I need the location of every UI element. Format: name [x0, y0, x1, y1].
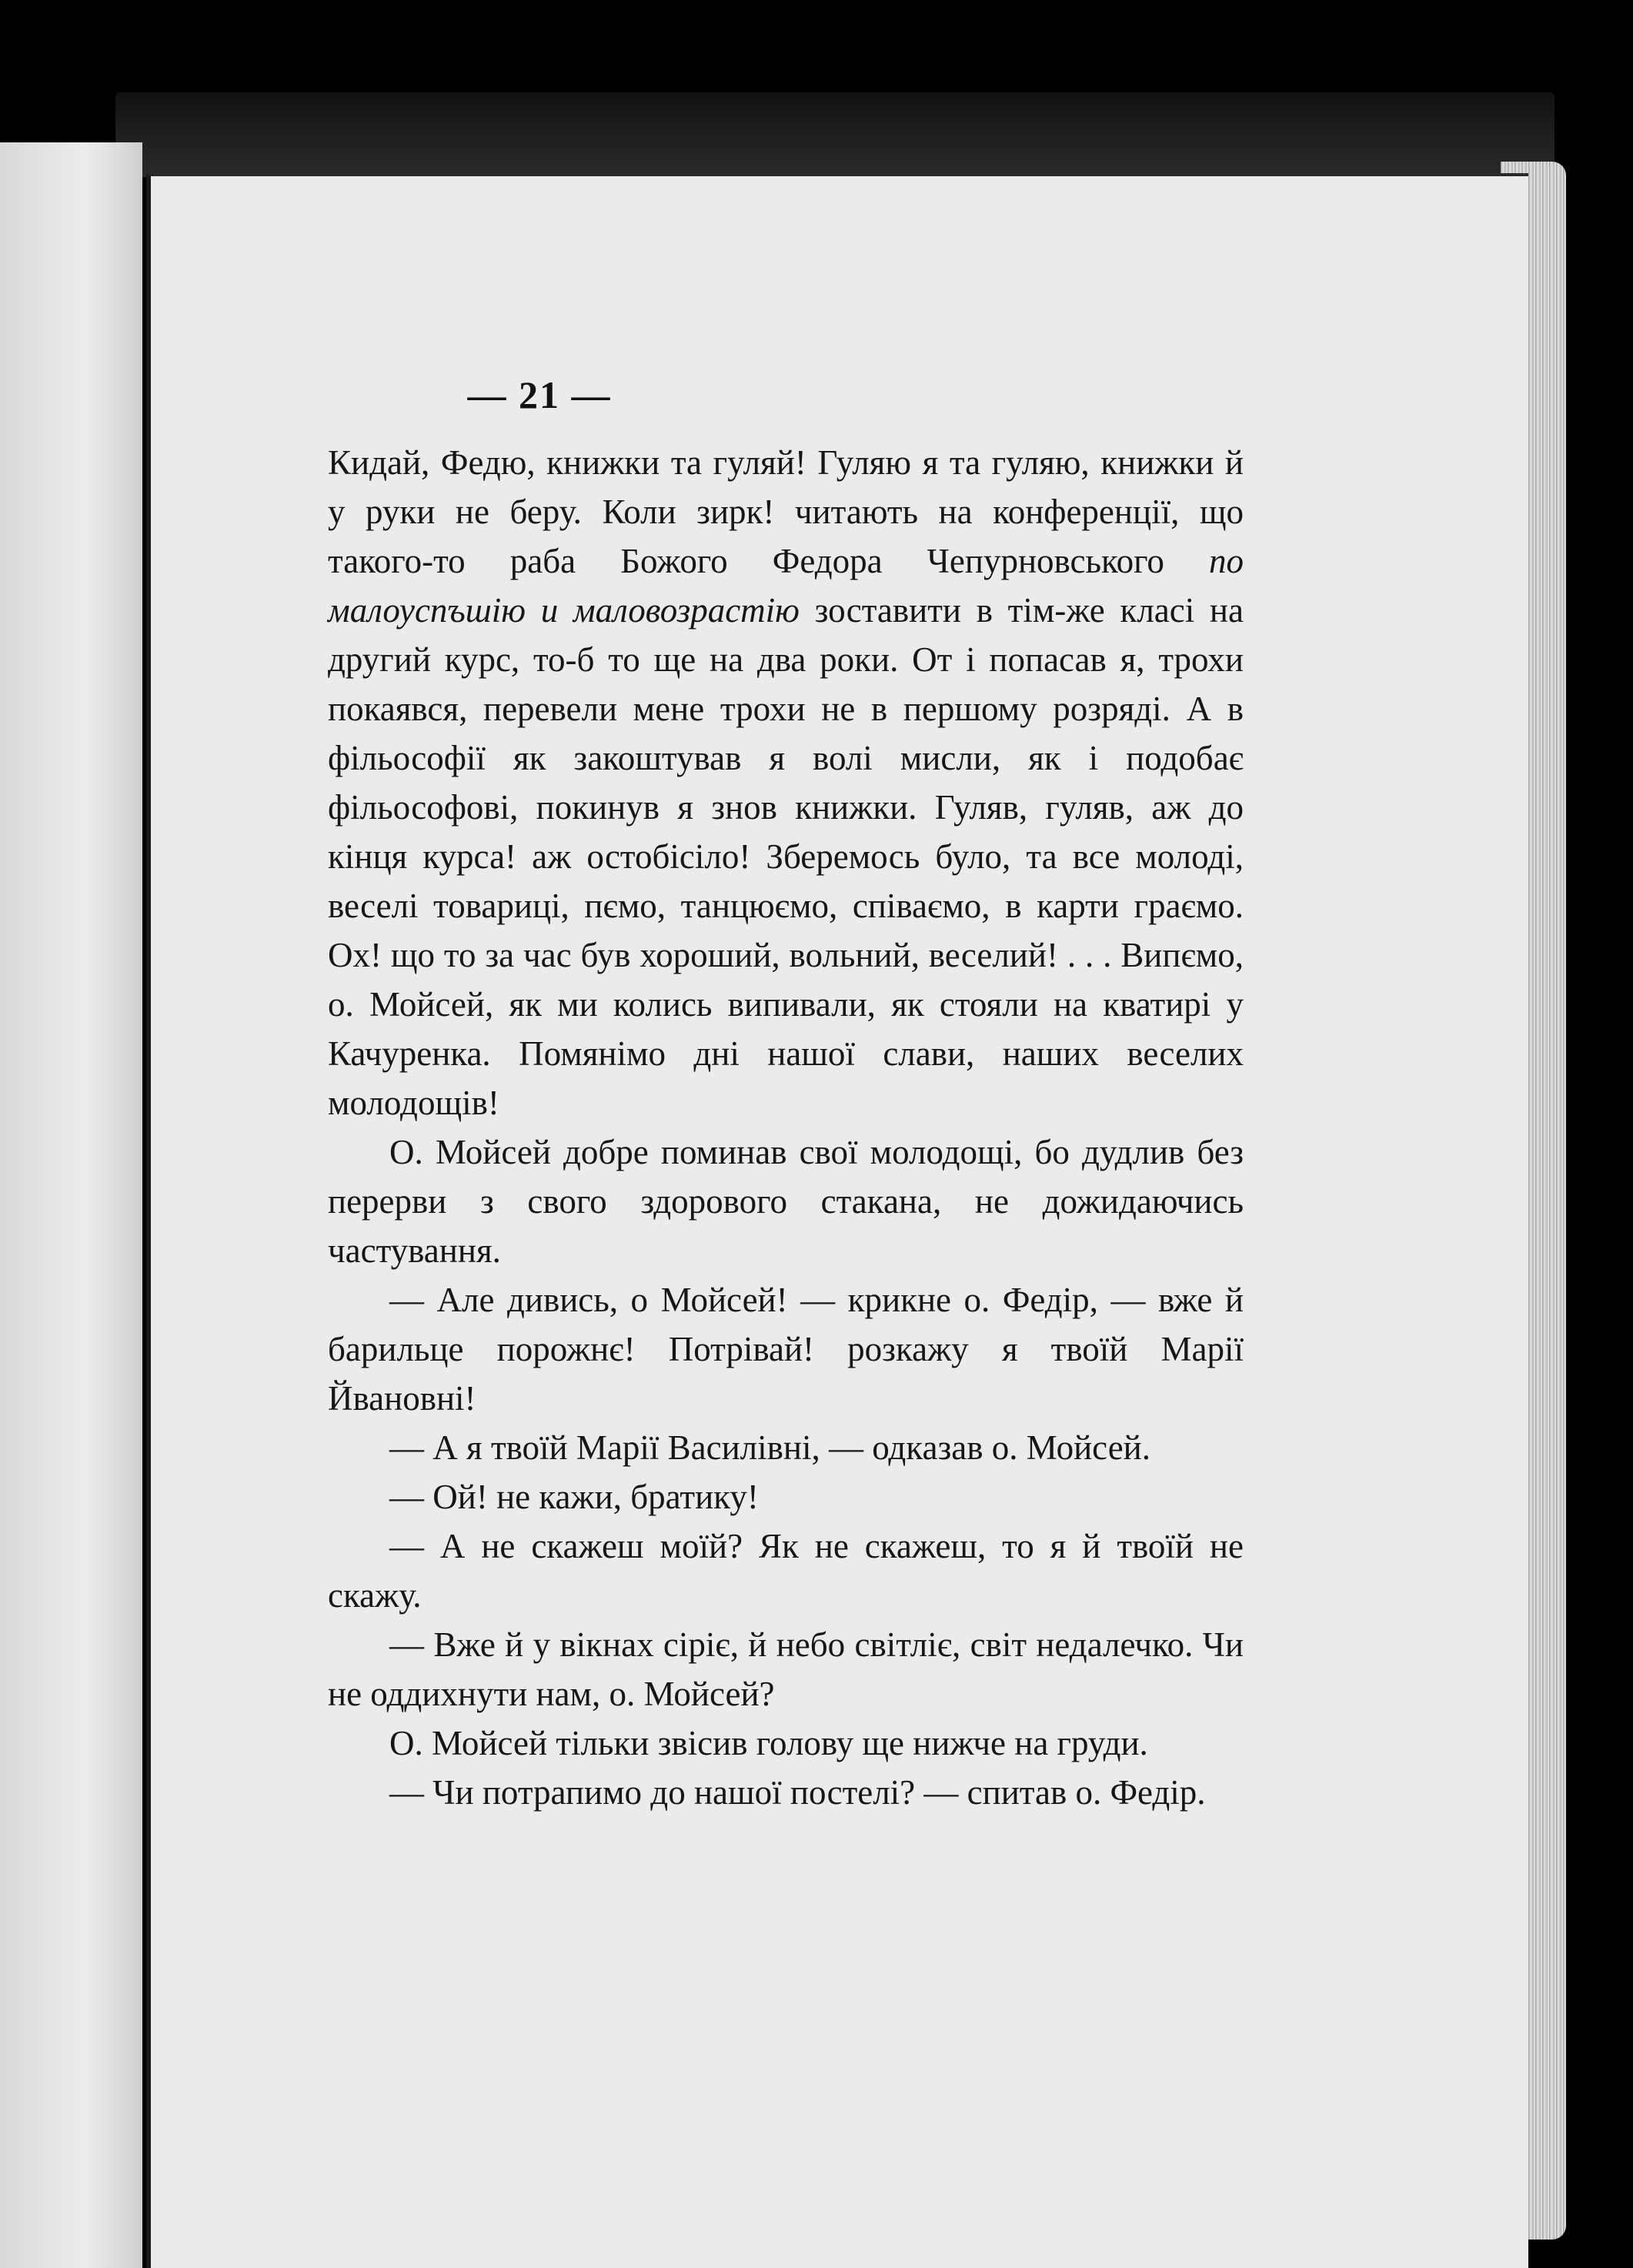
page-number: — 21 —: [467, 373, 612, 416]
dialogue-line: — Але дивись, о Мойсей! — крикне о. Федір, — вже й барильце порожнє! Потрівай! розкажу я твоїй Марії Йвановні!: [328, 1281, 1244, 1418]
paragraph: О. Мойсей тільки звісив голову ще нижче на груди.: [389, 1724, 1148, 1762]
left-page-edge: [0, 142, 142, 2268]
paragraph: О. Мойсей добре поминав свої молодощі, бо дудлив без перерви з свого здорового стакана, не дожидаючись частування.: [328, 1133, 1244, 1270]
italic-phrase: по малоуспъшію и маловозрастію: [328, 542, 1244, 630]
book-top-edge: [115, 92, 1555, 177]
paragraph-text: зоставити в тім-же класі на другий курс, то-б то ще на два роки. От і попасав я, трохи покаявся, перевели мене трохи не в першому розряді. А в фільософії як закоштував я волі мисли, як і подобає фільософові, покинув я знов книжки. Гуляв, гуляв, аж до кінця курса! аж остобісіло! Зберемось було, та все молоді, веселі товариці, пємо, танцюємо, співаємо, в карти граємо. Ох! що то за час був хороший, вольний, веселий! . . . Випємо, о. Мойсей, як ми колись випивали, як стояли на кватирі у Качуренка. Помянімо дні нашої слави, наших веселих молодощів!: [328, 591, 1244, 1122]
paragraph: [328, 438, 1244, 1127]
paragraph-text: Кидай, Федю, книжки та гуляй! Гуляю я та гуляю, книжки й у руки не беру. Коли зирк! читають на конференції, що такого-то раба Божого Федора Чепурновського: [328, 443, 1244, 580]
dialogue-line: — А не скажеш моїй? Як не скажеш, то я й твоїй не скажу.: [328, 1527, 1244, 1615]
dialogue-line: — Чи потрапимо до нашої постелі? — спитав о. Федір.: [389, 1773, 1206, 1812]
dialogue-line: — Вже й у вікнах сіріє, й небо світліє, світ недалечко. Чи не оддихнути нам, о. Мойсей?: [328, 1625, 1244, 1713]
page-text: [328, 438, 1244, 1817]
dialogue-line: — Ой! не кажи, братику!: [389, 1478, 759, 1516]
dialogue-line: — А я твоїй Марії Василівні, — одказав о. Мойсей.: [389, 1428, 1151, 1467]
book-page: [146, 173, 1528, 2268]
